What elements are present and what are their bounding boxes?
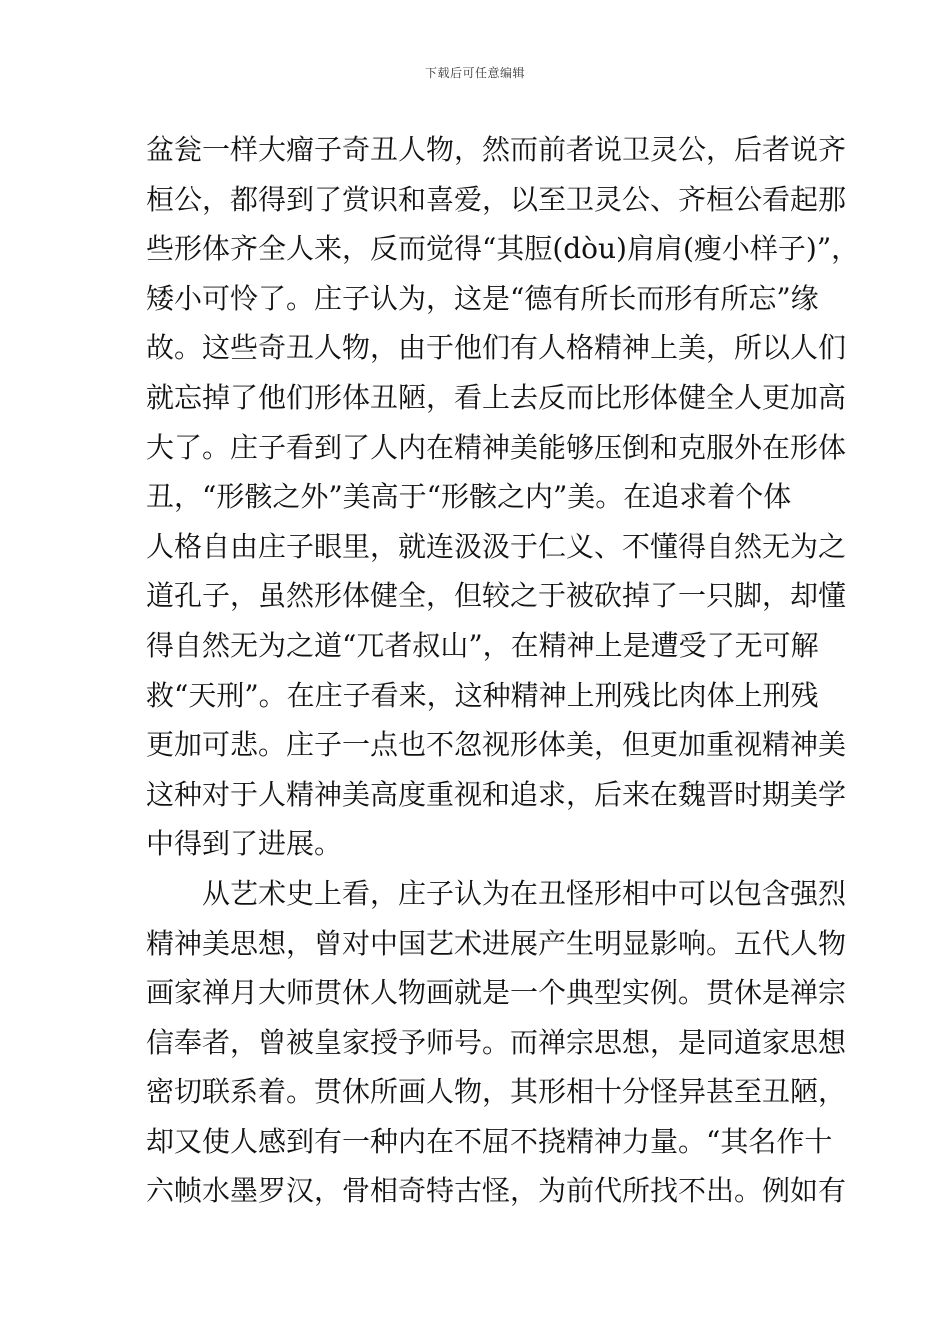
page-header: 下载后可任意编辑 [424, 66, 525, 80]
document-body [146, 125, 860, 1216]
text-line: 故。这些奇丑人物，由于他们有人格精神上美，所以人们 [146, 331, 847, 365]
text-line: 得自然无为之道“兀者叔山”，在精神上是遭受了无可解 [146, 628, 819, 662]
text-line: 矮小可怜了。庄子认为，这是“德有所长而形有所忘”缘 [146, 281, 819, 315]
text-line: 人格自由庄子眼里，就连汲汲于仁义、不懂得自然无为之 [146, 529, 847, 563]
text-line: 大了。庄子看到了人内在精神美能够压倒和克服外在形体 [146, 430, 847, 464]
text-line: 画家禅月大师贯休人物画就是一个典型实例。贯休是禅宗 [146, 976, 847, 1010]
paragraph-first-line: 从艺术史上看，庄子认为在丑怪形相中可以包含强烈 [202, 876, 847, 910]
text-line: 些形体齐全人来，反而觉得“其脰(dòu)肩肩(瘦小样子)”， [146, 232, 860, 266]
text-line: 就忘掉了他们形体丑陋，看上去反而比形体健全人更加高 [146, 380, 847, 414]
text-line: 精神美思想，曾对中国艺术进展产生明显影响。五代人物 [146, 926, 847, 960]
text-line: 更加可悲。庄子一点也不忽视形体美，但更加重视精神美 [146, 728, 847, 762]
text-line: 桓公，都得到了赏识和喜爱，以至卫灵公、齐桓公看起那 [146, 182, 847, 216]
text-line: 六帧水墨罗汉，骨相奇特古怪，为前代所找不出。例如有 [146, 1174, 847, 1208]
text-line: 道孔子，虽然形体健全，但较之于被砍掉了一只脚，却懂 [146, 579, 847, 613]
text-line: 救“天刑”。在庄子看来，这种精神上刑残比肉体上刑残 [146, 678, 819, 712]
text-line: 密切联系着。贯休所画人物，其形相十分怪异甚至丑陋， [146, 1075, 847, 1109]
text-line: 信奉者，曾被皇家授予师号。而禅宗思想，是同道家思想 [146, 1025, 847, 1059]
text-line: 却又使人感到有一种内在不屈不挠精神力量。“其名作十 [146, 1124, 833, 1158]
text-line: 丑，“形骸之外”美高于“形骸之内”美。在追求着个体 [146, 480, 792, 514]
text-line: 中得到了进展。 [146, 827, 343, 861]
text-line: 这种对于人精神美高度重视和追求，后来在魏晋时期美学 [146, 777, 847, 811]
text-line: 盆瓮一样大瘤子奇丑人物，然而前者说卫灵公，后者说齐 [146, 133, 847, 166]
